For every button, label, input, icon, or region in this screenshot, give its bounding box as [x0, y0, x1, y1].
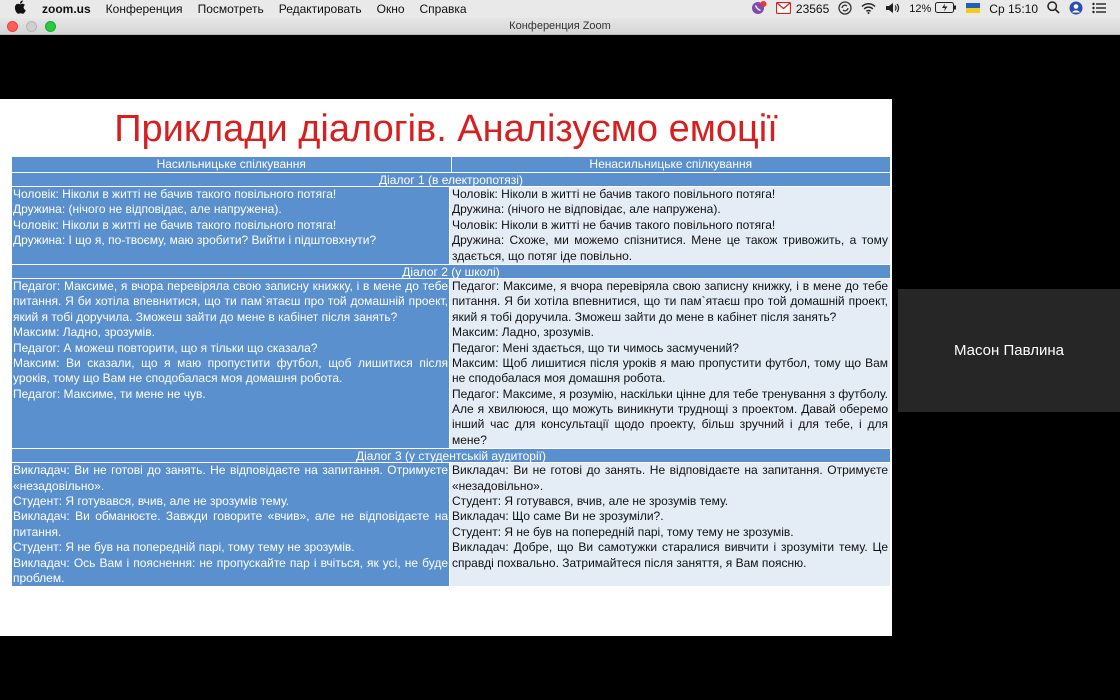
dialog-line: Дружина: (нічого не відповідає, але напружена). — [13, 202, 282, 217]
dialog-row — [12, 187, 890, 264]
dialog-line: Педагог: Максиме, я вчора перевіряла свою записну книжку, і в мене до тебе — [452, 278, 888, 293]
dialog-line: Викладач: Що саме Ви не зрозуміли?. — [452, 509, 664, 524]
mail-count[interactable]: 23565 — [795, 2, 830, 16]
fullscreen-window-button[interactable] — [45, 21, 56, 32]
volume-icon[interactable] — [885, 2, 900, 17]
viber-icon[interactable] — [751, 1, 767, 18]
column-header-nonviolent: Ненасильницьке спілкування — [452, 157, 891, 172]
dialog-line: Максим: Ладно, зрозумів. — [452, 325, 594, 340]
nonviolent-dialog-cell — [450, 279, 890, 448]
menu-help[interactable]: Справка — [419, 2, 467, 16]
dialog-line — [452, 571, 888, 586]
nonviolent-dialog-cell — [450, 463, 890, 586]
dialog-line: який я тобі доручила. Зможеш зайти до мене в кабінет після занять? — [13, 309, 398, 324]
battery-percent[interactable]: 12% — [909, 3, 932, 15]
window-title-bar — [0, 18, 1120, 35]
dialog-line: «незадовільно». — [13, 478, 105, 493]
dialog-section-header: Діалог 3 (у студентській аудиторії) — [12, 448, 890, 463]
participant-tile[interactable] — [898, 289, 1120, 412]
mail-icon[interactable] — [776, 2, 791, 17]
close-window-button[interactable] — [7, 21, 18, 32]
dialog-section-header: Діалог 1 (в електропотязі) — [12, 172, 890, 187]
window-title: Конференция Zoom — [509, 20, 611, 32]
user-avatar-icon[interactable] — [1069, 1, 1083, 18]
dialog-line — [13, 433, 448, 448]
dialog-line: який я тобі доручила. Зможеш зайти до мене в кабінет після занять? — [452, 309, 837, 324]
dialog-line: Педагог: Максиме, я розумію, наскільки цінне для тебе тренування з футболу. — [452, 386, 888, 401]
dialog-line: Дружина: (нічого не відповідає, але напружена). — [452, 202, 721, 217]
participant-name: Масон Павлина — [954, 342, 1064, 359]
menu-edit[interactable]: Редактировать — [278, 2, 362, 16]
apple-menu-icon[interactable] — [14, 0, 28, 19]
dialog-line: питання. Я би хотіла впевнитися, що ти пам`ятаєш про той домашній проект, — [13, 294, 448, 309]
dialog-line: Максим: Ви сказали, що я маю пропустити футбол, щоб лишитися після — [13, 355, 448, 370]
dialog-row — [12, 463, 890, 586]
wifi-icon[interactable] — [861, 2, 876, 17]
dialog-line: проблем. — [13, 570, 65, 585]
shared-slide — [0, 99, 892, 636]
violent-dialog-cell — [12, 279, 450, 448]
dialog-line: Чоловік: Ніколи в житті не бачив такого повільного потяга! — [452, 187, 776, 201]
dialog-line: Викладач: Добре, що Ви самотужки старалися вивчити і зрозуміти тему. Це — [452, 540, 888, 555]
nonviolent-dialog-cell — [450, 187, 890, 264]
violent-dialog-cell — [12, 463, 450, 586]
dialog-line: Але я хвилююся, що можуть виникнути труднощі з проектом. Давай оберемо — [452, 402, 888, 417]
dialog-line: питання. — [13, 524, 62, 539]
minimize-window-button[interactable] — [26, 21, 37, 32]
dialog-line: Чоловік: Ніколи в житті не бачив такого повільного потяга! — [13, 217, 337, 232]
dialog-line — [13, 417, 448, 432]
dialog-section-header: Діалог 2 (у школі) — [12, 264, 890, 279]
menu-view[interactable]: Посмотреть — [197, 2, 264, 16]
dialog-line: Максим: Щоб лишитися після уроків я маю пропустити футбол, тому що Вам — [452, 355, 888, 370]
slide-title: Приклади діалогів. Аналізуємо емоції — [114, 108, 778, 150]
dialog-line: Студент: Я не був на попередній парі, тому тему не зрозумів. — [452, 524, 794, 539]
table-header-row — [12, 157, 890, 172]
dialog-line: уроків, тому що Вам не сподобалася моя домашня робота. — [13, 371, 343, 386]
dialog-line: Викладач: Ось Вам і пояснення: не пропускайте пар і вчіться, як усі, не буде — [13, 555, 448, 570]
dialog-line: Педагог: Максиме, я вчора перевіряла свою записну книжку, і в мене до тебе — [13, 278, 448, 293]
notification-center-icon[interactable] — [1092, 2, 1106, 17]
dialog-line: Студент: Я не був на попередній парі, тому тему не зрозумів. — [13, 540, 355, 555]
dialog-table — [12, 157, 890, 586]
dialog-row — [12, 279, 890, 448]
dialog-line: Педагог: А можеш повторити, що я тільки що сказала? — [13, 340, 318, 355]
ukraine-flag-icon[interactable] — [966, 2, 980, 16]
search-icon[interactable] — [1047, 1, 1060, 17]
dialog-line: справді похвально. Затримайтеся після заняття, я Вам поясню. — [452, 555, 807, 570]
dialog-line: інший час для консультації щодо проекту, більш зручний і для тебе, і для — [452, 417, 888, 432]
dialog-line: Дружина: Схоже, ми можемо спізнитися. Мене це також тривожить, а тому — [452, 233, 888, 248]
dialog-line: Викладач: Ви обманюєте. Завжди говорите «вчив», але не відповідаєте на — [13, 509, 448, 524]
dialog-line: Студент: Я готувався, вчив, але не зрозумів тему. — [13, 494, 290, 509]
dialog-line: Педагог: Максиме, ти мене не чув. — [13, 386, 206, 401]
dialog-line: не сподобалася моя домашня робота. — [452, 371, 666, 386]
menu-conference[interactable]: Конференция — [105, 2, 183, 16]
column-header-violent: Насильницьке спілкування — [12, 157, 452, 172]
sync-icon[interactable] — [838, 1, 852, 18]
dialog-line: питання. Я би хотіла впевнитися, що ти пам`ятаєш про той домашній проект, — [452, 294, 888, 309]
dialog-line: Чоловік: Ніколи в житті не бачив такого повільного потяга! — [13, 187, 337, 201]
dialog-sections — [12, 172, 890, 586]
menu-app-name[interactable]: zoom.us — [42, 2, 91, 16]
dialog-line: Дружина: І що я, по-твоєму, маю зробити? Вийти і підштовхнути? — [13, 233, 377, 248]
status-area — [751, 1, 1106, 18]
window-controls — [7, 21, 56, 32]
dialog-line: мене? — [452, 432, 487, 447]
dialog-line — [13, 249, 448, 264]
violent-dialog-cell — [12, 187, 450, 264]
screen-share-area — [0, 35, 892, 700]
macos-menu-bar — [0, 0, 1120, 18]
dialog-line: здається, що потяг іде повільно. — [452, 248, 633, 263]
dialog-line: Чоловік: Ніколи в житті не бачив такого повільного потяга! — [452, 217, 776, 232]
dialog-line: Максим: Ладно, зрозумів. — [13, 325, 155, 340]
dialog-line — [13, 402, 448, 417]
participant-sidebar — [892, 35, 1120, 700]
dialog-line: Педагог: Мені здається, що ти чимось засмучений? — [452, 340, 739, 355]
menu-window[interactable]: Окно — [376, 2, 405, 16]
dialog-line: «незадовільно». — [452, 478, 544, 493]
dialog-line: Викладач: Ви не готові до занять. Не відповідаєте на запитання. Отримуєте — [13, 463, 448, 478]
battery-icon[interactable] — [935, 2, 957, 16]
dialog-line: Викладач: Ви не готові до занять. Не відповідаєте на запитання. Отримуєте — [452, 463, 888, 478]
dialog-line: Студент: Я готувався, вчив, але не зрозумів тему. — [452, 494, 729, 509]
clock[interactable]: Ср 15:10 — [989, 2, 1038, 16]
